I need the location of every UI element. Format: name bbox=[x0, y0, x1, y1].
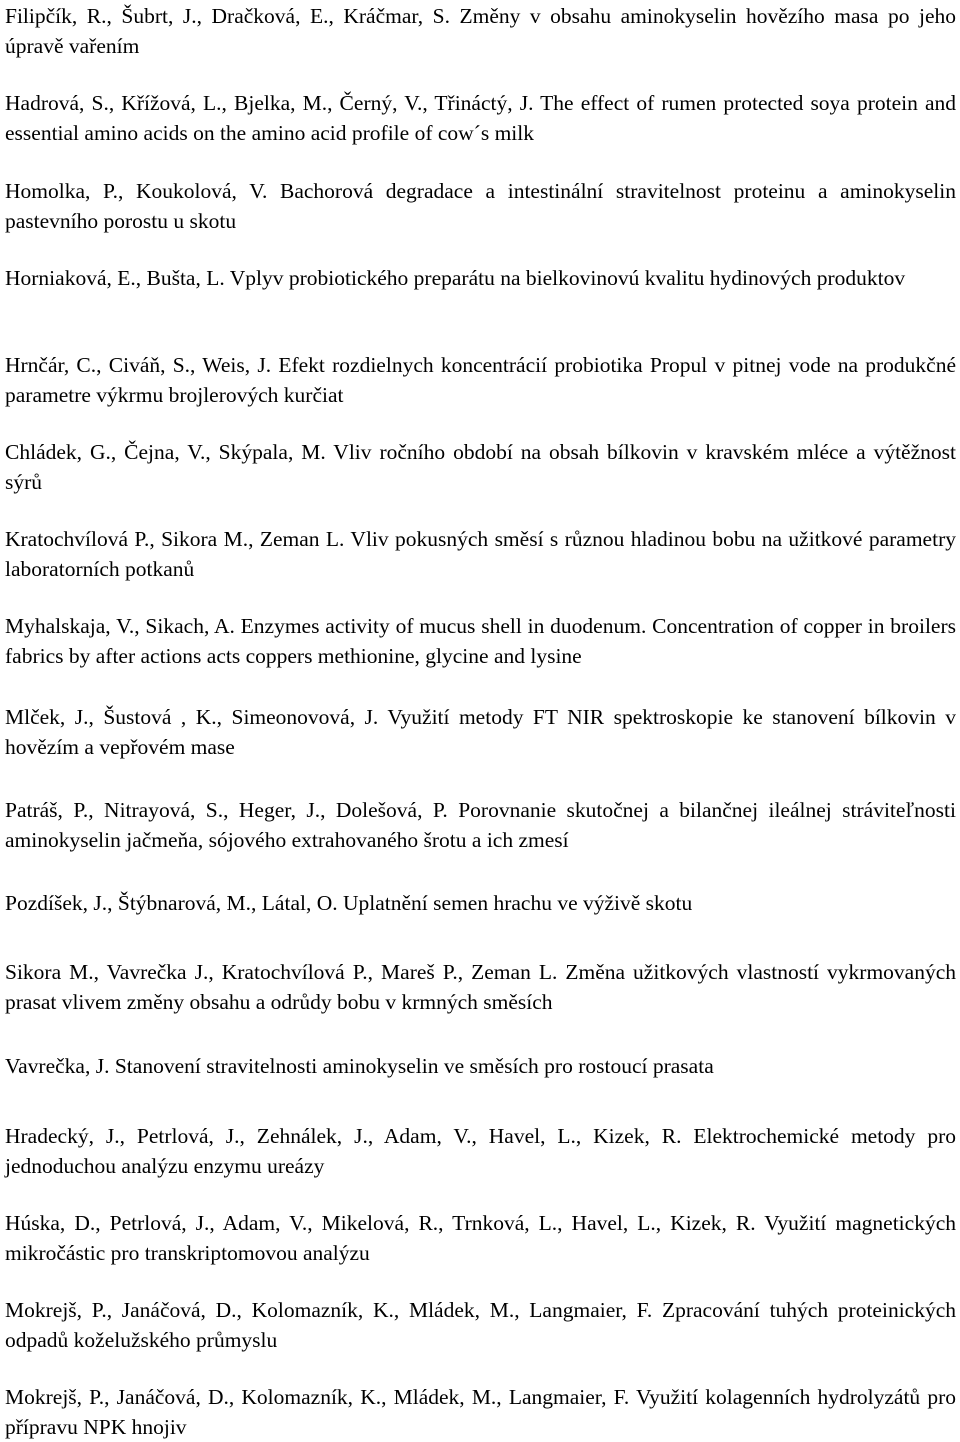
list-item bbox=[5, 795, 956, 855]
entry-title: Efekt rozdielnych koncentrácií probiotika Propul v pitnej vode na produkčné parametre výkrmu brojlerových kurčiat bbox=[5, 353, 956, 407]
entry-authors: Myhalskaja, V., Sikach, A. bbox=[5, 614, 235, 638]
entry-title: Elektrochemické metody pro jednoduchou analýzu enzymu ureázy bbox=[5, 1124, 956, 1178]
list-item bbox=[5, 88, 956, 148]
list-item bbox=[5, 437, 956, 497]
entry-authors: Mlček, J., Šustová , K., Simeonovová, J. bbox=[5, 705, 379, 729]
entry-title: Stanovení stravitelnosti aminokyselin ve směsích pro rostoucí prasata bbox=[114, 1054, 714, 1078]
list-item bbox=[5, 1382, 956, 1442]
entry-title: Bachorová degradace a intestinální stravitelnost proteinu a aminokyselin pastevního porostu u skotu bbox=[5, 179, 956, 233]
entry-authors: Hradecký, J., Petrlová, J., Zehnálek, J., Adam, V., Havel, L., Kizek, R. bbox=[5, 1124, 682, 1148]
entry-authors: Sikora M., Vavrečka J., Kratochvílová P., Mareš P., Zeman L. bbox=[5, 960, 558, 984]
entry-authors: Hrnčár, C., Civáň, S., Weis, J. bbox=[5, 353, 272, 377]
list-item bbox=[5, 1051, 956, 1081]
entry-authors: Patráš, P., Nitrayová, S., Heger, J., Dolešová, P. bbox=[5, 798, 448, 822]
entry-title: Zpracování tuhých proteinických odpadů koželužského průmyslu bbox=[5, 1298, 956, 1352]
entry-authors: Chládek, G., Čejna, V., Skýpala, M. bbox=[5, 440, 326, 464]
entry-title: Změna užitkových vlastností vykrmovaných prasat vlivem změny obsahu a odrůdy bobu v krmných směsích bbox=[5, 960, 956, 1014]
entry-title: Využití metody FT NIR spektroskopie ke stanovení bílkovin v hovězím a vepřovém mase bbox=[5, 705, 956, 759]
list-item bbox=[5, 1208, 956, 1268]
entry-authors: Kratochvílová P., Sikora M., Zeman L. bbox=[5, 527, 345, 551]
entry-authors: Mokrejš, P., Janáčová, D., Kolomazník, K., Mládek, M., Langmaier, F. bbox=[5, 1298, 653, 1322]
entry-authors: Vavrečka, J. bbox=[5, 1054, 110, 1078]
list-item bbox=[5, 524, 956, 584]
entry-title: Využití kolagenních hydrolyzátů pro přípravu NPK hnojiv bbox=[5, 1385, 956, 1439]
entry-title: The effect of rumen protected soya protein and essential amino acids on the amino acid profile of cow´s milk bbox=[5, 91, 956, 145]
entry-title: Změny v obsahu aminokyselin hovězího masa po jeho úpravě vařením bbox=[5, 4, 957, 58]
entry-authors: Horniaková, E., Bušta, L. bbox=[5, 266, 225, 290]
entry-title: Uplatnění semen hrachu ve výživě skotu bbox=[343, 891, 693, 915]
list-item bbox=[5, 957, 956, 1017]
list-item bbox=[5, 176, 956, 236]
list-item bbox=[5, 611, 956, 671]
entry-authors: Pozdíšek, J., Štýbnarová, M., Látal, O. bbox=[5, 891, 338, 915]
entry-authors: Homolka, P., Koukolová, V. bbox=[5, 179, 268, 203]
entry-authors: Hadrová, S., Křížová, L., Bjelka, M., Černý, V., Třináctý, J. bbox=[5, 91, 534, 115]
entry-title: Využití magnetických mikročástic pro transkriptomovou analýzu bbox=[5, 1211, 956, 1265]
list-item bbox=[5, 1121, 956, 1181]
list-item bbox=[5, 263, 956, 293]
list-item bbox=[5, 702, 956, 762]
entry-authors: Filipčík, R., Šubrt, J., Dračková, E., Kráčmar, S. bbox=[5, 4, 450, 28]
list-item bbox=[5, 1295, 956, 1355]
entry-title: Vplyv probiotického preparátu na bielkovinovú kvalitu hydinových produktov bbox=[229, 266, 906, 290]
entry-title: Enzymes activity of mucus shell in duodenum. Concentration of copper in broilers fabrics by after actions acts coppers methionine, glycine and lysine bbox=[5, 614, 956, 668]
list-item bbox=[5, 350, 956, 410]
entry-title: Vliv ročního období na obsah bílkovin v kravském mléce a výtěžnost sýrů bbox=[5, 440, 956, 494]
entry-authors: Mokrejš, P., Janáčová, D., Kolomazník, K., Mládek, M., Langmaier, F. bbox=[5, 1385, 630, 1409]
list-item bbox=[5, 1, 956, 61]
list-item bbox=[5, 888, 956, 918]
entry-authors: Húska, D., Petrlová, J., Adam, V., Mikelová, R., Trnková, L., Havel, L., Kizek, R. bbox=[5, 1211, 756, 1235]
entry-title: Porovnanie skutočnej a bilančnej ileálnej stráviteľnosti aminokyselin jačmeňa, sójového extrahovaného šrotu a ich zmesí bbox=[5, 798, 956, 852]
entry-title: Vliv pokusných směsí s různou hladinou bobu na užitkové parametry laboratorních potkanů bbox=[5, 527, 956, 581]
